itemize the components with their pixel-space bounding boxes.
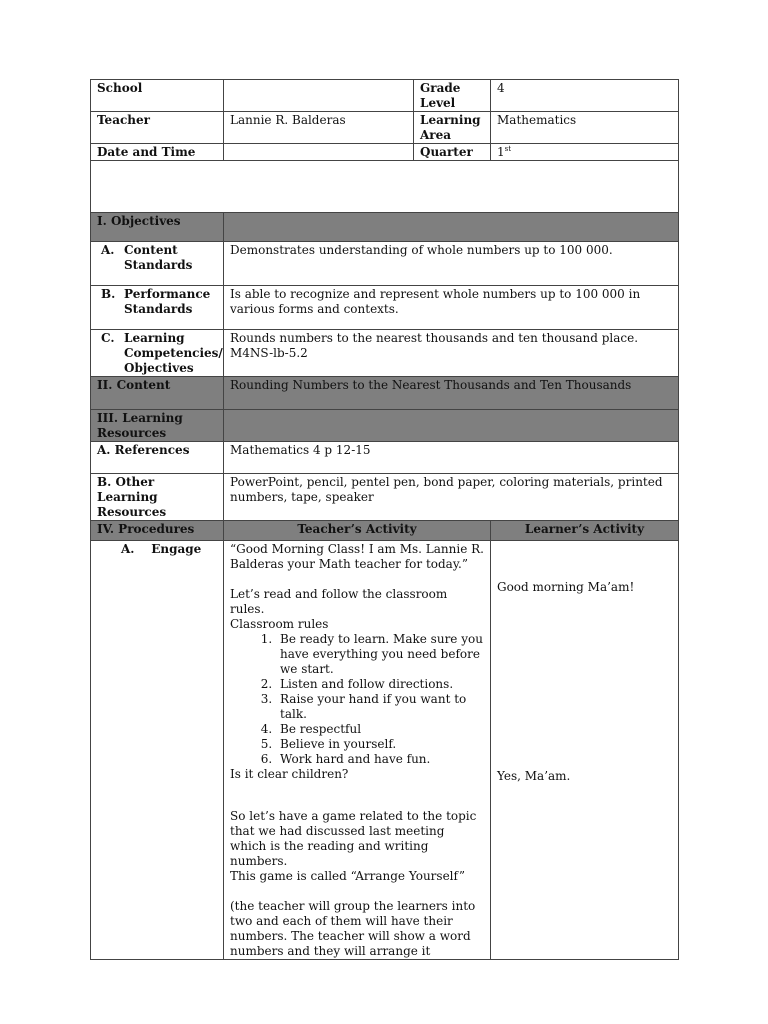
performance-standards-marker: B. [101,287,116,301]
teacher-greeting: “Good Morning Class! I am Ms. Lannie R. Balderas your Math teacher for today.” [230,542,484,571]
content-standards-row [91,242,679,286]
competencies-marker: C. [101,331,115,345]
quarter-suffix: st [504,145,512,153]
performance-standards-label-cell [91,286,224,330]
blank-spacer-row [91,161,679,213]
blank-line [497,542,672,580]
content-standards-label-cell [91,242,224,286]
engage-learner-activity [491,541,679,960]
other-resources-value: PowerPoint, pencil, pentel pen, bond paper, coloring materials, printed numbers, tape, speaker [224,474,679,521]
content-value: Rounding Numbers to the Nearest Thousands and Ten Thousands [224,377,679,410]
school-label: School [91,80,224,112]
rule-item: 4. Be respectful [276,722,484,737]
teacher-row [91,112,679,144]
performance-standards-label: Performance Standards [124,287,211,316]
rule-item: 2. Listen and follow directions. [276,677,484,692]
date-time-label: Date and Time [91,144,224,161]
teacher-game-name: This game is called “Arrange Yourself” [230,869,465,883]
procedures-heading: IV. Procedures [91,521,224,541]
content-standards-value: Demonstrates understanding of whole numbers up to 100 000. [224,242,679,286]
resources-heading-fill [224,410,679,442]
engage-label-cell [91,541,224,960]
teacher-label: Teacher [91,112,224,144]
lesson-plan-table [90,79,679,960]
quarter-value [491,144,679,161]
engage-row [91,541,679,960]
other-resources-label: B. Other Learning Resources [91,474,224,521]
competencies-value: Rounds numbers to the nearest thousands and ten thousand place. [230,331,639,345]
lesson-plan-page [90,79,678,960]
engage-label: Engage [151,542,202,556]
quarter-label: Quarter [414,144,491,161]
content-heading: II. Content [91,377,224,410]
competencies-label: Learning Competencies/ Objectives [124,331,223,375]
school-value [224,80,414,112]
rules-title: Classroom rules [230,617,329,631]
quarter-number: 1 [497,145,505,159]
grade-level-label: Grade Level [414,80,491,112]
learning-area-label: Learning Area [414,112,491,144]
resources-header-row [91,410,679,442]
resources-heading: III. Learning Resources [91,410,224,442]
references-row [91,442,679,474]
blank-line [230,782,484,809]
learner-activity-header: Learner’s Activity [491,521,679,541]
learning-area-value: Mathematics [491,112,679,144]
competencies-label-cell [91,330,224,377]
competencies-value-cell [224,330,679,377]
rule-item: 6. Work hard and have fun. [276,752,484,767]
learner-greeting: Good morning Ma’am! [497,580,635,594]
teacher-question: Is it clear children? [230,767,349,781]
objectives-heading-fill [224,213,679,242]
engage-teacher-activity [224,541,491,960]
competencies-row [91,330,679,377]
rule-item: 3. Raise your hand if you want to talk. [276,692,484,722]
blank-line [230,572,484,587]
learner-answer: Yes, Ma’am. [497,769,571,783]
classroom-rules-list [230,632,484,767]
content-standards-marker: A. [101,243,115,257]
performance-standards-row [91,286,679,330]
content-standards-label: Content Standards [124,243,193,272]
engage-marker: A. [121,542,135,556]
references-value: Mathematics 4 p 12-15 [224,442,679,474]
date-row [91,144,679,161]
blank-spacer-cell [91,161,679,213]
teacher-instructions: (the teacher will group the learners into two and each of them will have their numbers. The teacher will show a word numbers and they will arrange it [230,899,476,958]
teacher-activity-header: Teacher’s Activity [224,521,491,541]
school-row [91,80,679,112]
procedures-header-row [91,521,679,541]
teacher-rules-intro: Let’s read and follow the classroom rules. [230,587,448,616]
rule-item: 5. Believe in yourself. [276,737,484,752]
objectives-header-row [91,213,679,242]
competencies-code: M4NS-lb-5.2 [230,346,308,360]
references-label: A. References [91,442,224,474]
grade-level-value: 4 [491,80,679,112]
other-resources-row [91,474,679,521]
blank-line [230,884,484,899]
objectives-heading: I. Objectives [91,213,224,242]
performance-standards-value: Is able to recognize and represent whole numbers up to 100 000 in various forms and contexts. [224,286,679,330]
teacher-value: Lannie R. Balderas [224,112,414,144]
content-row [91,377,679,410]
blank-line [497,595,672,769]
teacher-game-intro: So let’s have a game related to the topic that we had discussed last meeting which is the reading and writing numbers. [230,809,477,868]
date-time-value [224,144,414,161]
rule-item: 1. Be ready to learn. Make sure you have everything you need before we start. [276,632,484,677]
